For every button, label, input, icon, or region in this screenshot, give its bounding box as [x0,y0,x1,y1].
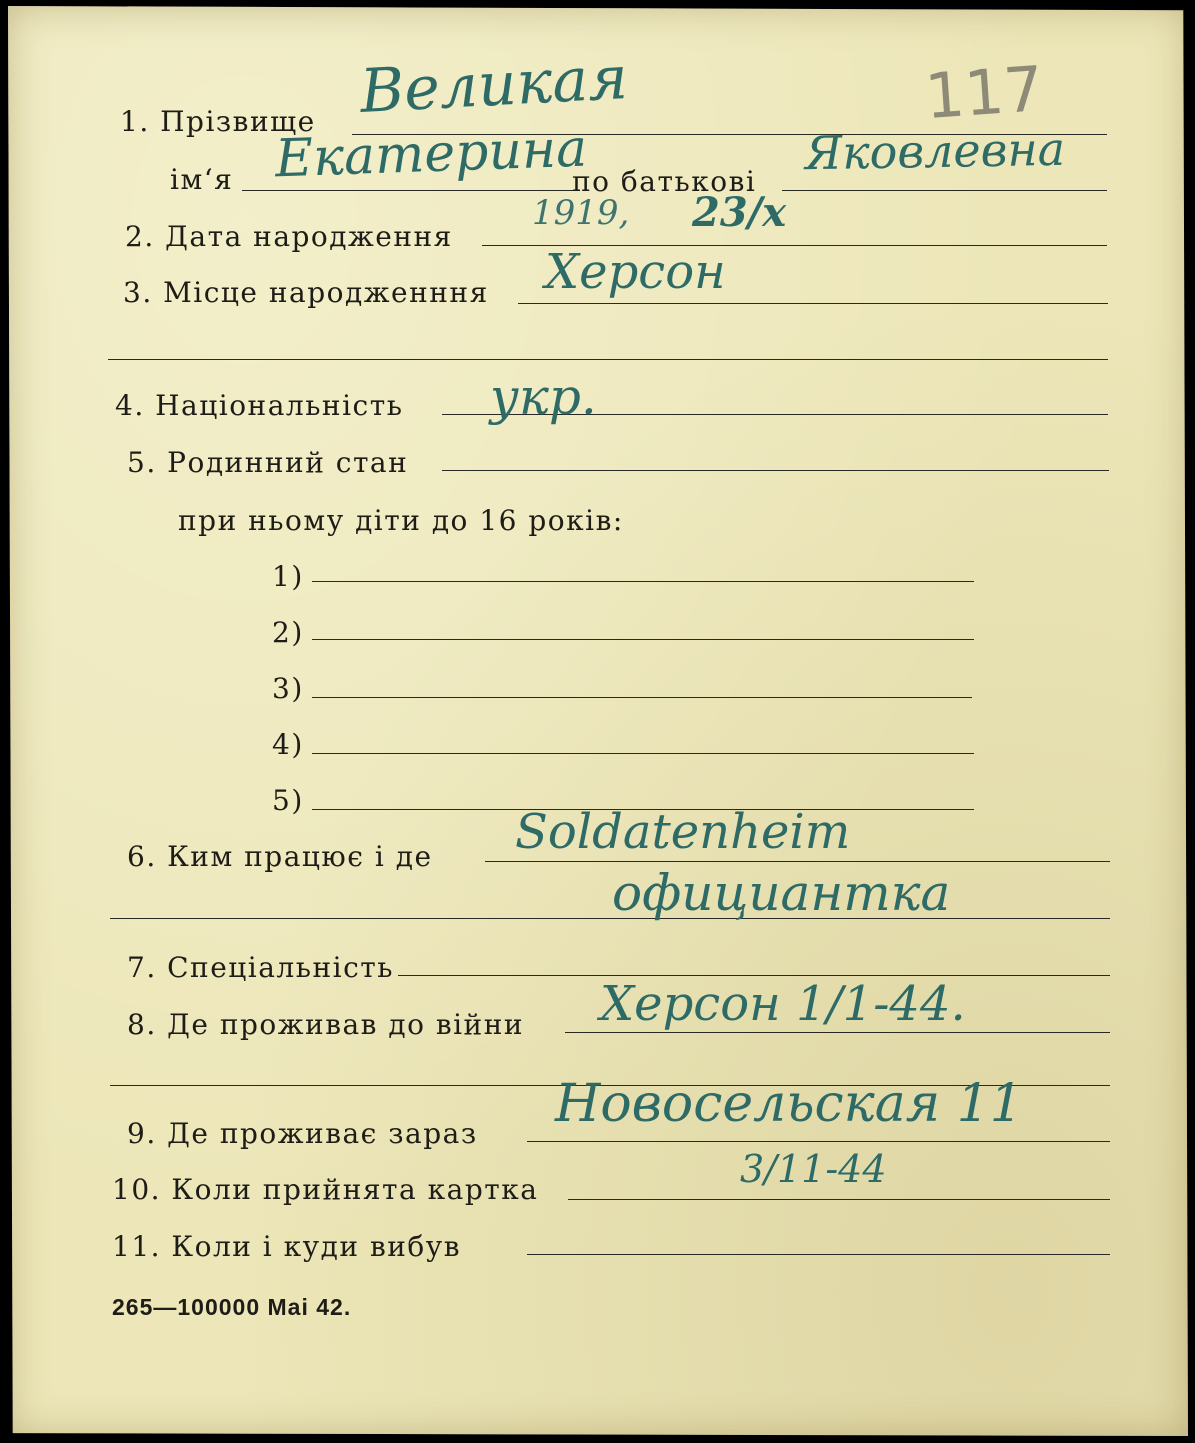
print-code: 265—100000 Mai 42. [112,1294,352,1320]
hw-birth-day: 23/x [692,189,787,236]
hw-surname: Великая [358,43,630,127]
label-patronymic: по батькові [572,165,757,198]
hw-current-address: Новосельская 11 [555,1074,1023,1134]
label-surname: 1. Прізвище [120,105,316,138]
label-child-1: 1) [272,560,304,593]
label-marital-status: 5. Родинний стан [127,446,409,479]
hw-work-2: официантка [612,864,951,922]
hw-birth-place: Херсон [545,244,726,300]
label-birth-date: 2. Дата народження [125,220,453,253]
hw-patronymic: Яковлевна [804,121,1066,181]
hw-first-name: Екатерина [274,118,589,190]
hw-card-date: 3/11-44 [740,1147,887,1191]
label-first-name: ім‘я [170,163,234,196]
label-prewar-residence: 8. Де проживав до війни [127,1008,525,1041]
hw-birth-year: 1919, [532,193,630,233]
line-prewar-residence [565,1032,1110,1033]
label-nationality: 4. Національність [115,389,404,422]
label-card-accepted: 10. Коли прийнята картка [112,1173,539,1206]
line-child-4 [312,753,974,754]
label-current-residence: 9. Де проживає зараз [127,1117,478,1150]
line-child-1 [312,581,974,582]
label-children: при ньому діти до 16 років: [178,504,624,537]
line-work [485,861,1110,862]
label-child-5: 5) [272,784,304,817]
line-departed [527,1254,1110,1255]
line-birth-place [518,303,1108,304]
line-work-2 [110,918,1110,919]
label-child-3: 3) [272,672,304,705]
hw-work-1: Soldatenheim [515,804,851,860]
line-first-name [242,190,577,191]
card-number: 117 [922,51,1046,134]
label-work: 6. Ким працює і де [127,840,433,873]
label-birth-place: 3. Місце народженння [123,276,489,309]
line-child-3 [312,697,972,698]
label-child-4: 4) [272,728,304,761]
hw-prewar-residence: Херсон 1/1-44. [600,976,966,1032]
line-card-accepted [568,1199,1110,1200]
hw-nationality: укр. [490,368,597,426]
line-child-2 [312,639,974,640]
label-specialty: 7. Спеціальність [127,951,394,984]
line-patronymic [782,190,1107,191]
line-blank-1 [108,359,1108,360]
label-child-2: 2) [272,616,304,649]
line-marital-status [442,470,1109,471]
label-departed: 11. Коли і куди вибув [112,1230,461,1263]
line-current-residence [527,1141,1110,1142]
